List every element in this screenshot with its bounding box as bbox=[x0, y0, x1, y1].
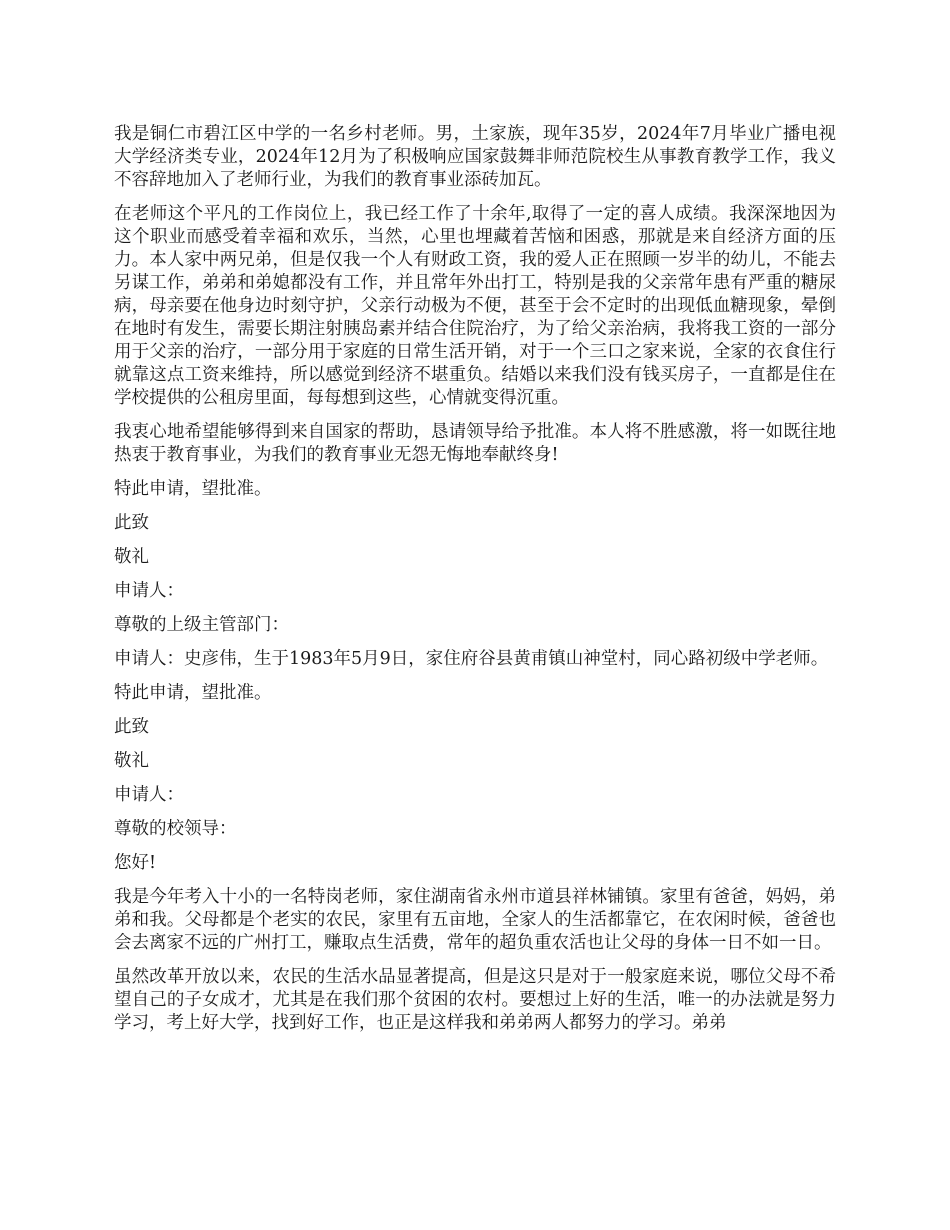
applicant-info: 申请人：史彦伟，生于1983年5月9日，家住府谷县黄甫镇山神堂村，同心路初级中学老师。 bbox=[114, 649, 829, 669]
paragraph-intro: 我是铜仁市碧江区中学的一名乡村老师。男，土家族，现年35岁，2024年7月毕业广播电视大学经济类专业，2024年12月为了积极响应国家鼓舞非师范院校生从事教育教学工作，我义不容辞地加入了老师行业，为我们的教育事业添砖加瓦。 bbox=[114, 124, 836, 190]
closing-regards: 敬礼 bbox=[114, 547, 149, 567]
greeting-authority: 尊敬的上级主管部门： bbox=[114, 615, 289, 635]
closing-regards: 敬礼 bbox=[114, 751, 149, 771]
closing-request: 特此申请，望批准。 bbox=[114, 479, 272, 499]
closing-salutation: 此致 bbox=[114, 513, 149, 533]
paragraph-hardship: 在老师这个平凡的工作岗位上，我已经工作了十余年,取得了一定的喜人成绩。我深深地因为这个职业而感受着幸福和欢乐，当然，心里也埋藏着苦恼和困惑，那就是来自经济方面的压力。本人家中两兄弟，但是仅我一个人有财政工资，我的爱人正在照顾一岁半的幼儿，不能去另谋工作，弟弟和弟媳都没有工作，并且常年外出打工，特别是我的父亲常年患有严重的糖尿病，母亲要在他身边时刻守护，父亲行动极为不便，甚至于会不定时的出现低血糖现象，晕倒在地时有发生，需要长期注射胰岛素并结合住院治疗，为了给父亲治病，我将我工资的一部分用于父亲的治疗，一部分用于家庭的日常生活开销，对于一个三口之家来说，全家的衣食住行就靠这点工资来维持，所以感觉到经济不堪重负。结婚以来我们没有钱买房子，一直都是住在学校提供的公租房里面，每每想到这些，心情就变得沉重。 bbox=[114, 204, 836, 408]
closing-salutation: 此致 bbox=[114, 717, 149, 737]
paragraph-request: 我衷心地希望能够得到来自国家的帮助，恳请领导给予批准。本人将不胜感激，将一如既往地热衷于教育事业，为我们的教育事业无怨无悔地奉献终身! bbox=[114, 422, 836, 465]
applicant-signature: 申请人： bbox=[114, 581, 184, 601]
document-body bbox=[114, 123, 836, 1046]
greeting-hello: 您好! bbox=[114, 853, 157, 873]
paragraph-education: 虽然改革开放以来，农民的生活水品显著提高，但是这只是对于一般家庭来说，哪位父母不希望自己的子女成才，尤其是在我们那个贫困的农村。要想过上好的生活，唯一的办法就是努力学习，考上好大学，找到好工作，也正是这样我和弟弟两人都努力的学习。弟弟 bbox=[114, 967, 836, 1033]
closing-request: 特此申请，望批准。 bbox=[114, 683, 272, 703]
applicant-signature: 申请人： bbox=[114, 785, 184, 805]
paragraph-family: 我是今年考入十小的一名特岗老师，家住湖南省永州市道县祥林铺镇。家里有爸爸，妈妈，弟弟和我。父母都是个老实的农民，家里有五亩地，全家人的生活都靠它，在农闲时候，爸爸也会去离家不远的广州打工，赚取点生活费，常年的超负重农活也让父母的身体一日不如一日。 bbox=[114, 887, 836, 953]
greeting-school-leaders: 尊敬的校领导： bbox=[114, 819, 237, 839]
